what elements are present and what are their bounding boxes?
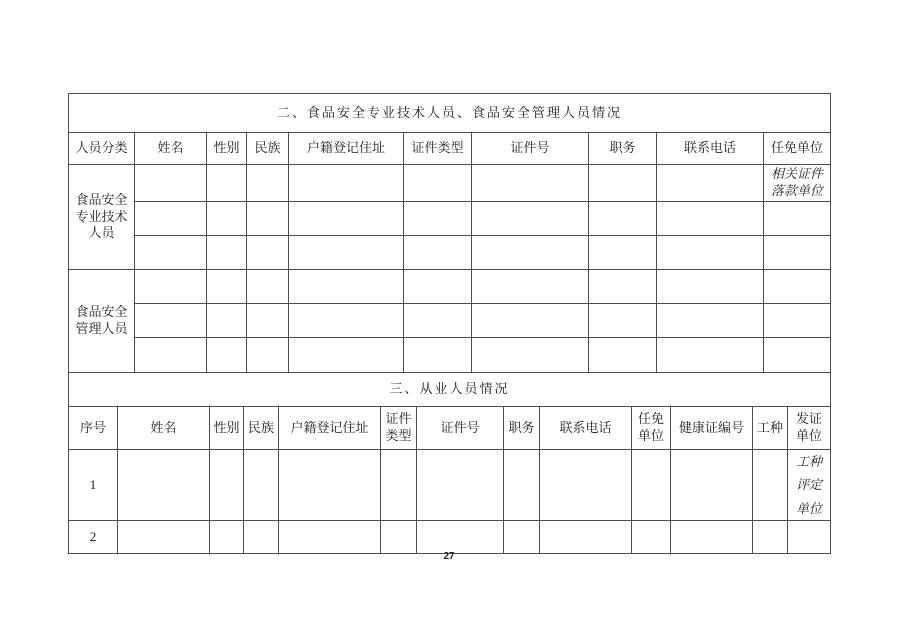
empty-cell [417,521,504,554]
table2-header-name: 姓名 [118,407,210,450]
empty-cell [118,450,210,521]
empty-cell [247,165,289,202]
table2-header-id-type: 证件类型 [381,407,417,450]
empty-cell [135,338,207,373]
empty-cell [289,338,404,373]
empty-cell [589,202,657,236]
empty-cell [247,236,289,270]
table2-header-ethnicity: 民族 [244,407,279,450]
empty-cell [135,270,207,304]
group-label-management: 食品安全管理人员 [69,270,135,373]
empty-cell [247,270,289,304]
empty-cell [404,304,472,338]
empty-cell [472,202,589,236]
empty-cell [381,450,417,521]
empty-cell [207,338,247,373]
empty-cell [753,450,788,521]
table2-header-id-number: 证件号 [417,407,504,450]
empty-cell [764,236,831,270]
table2-header-issuing-unit: 发证单位 [788,407,831,450]
empty-cell [289,202,404,236]
empty-cell [404,165,472,202]
empty-cell [632,450,671,521]
empty-cell [589,304,657,338]
empty-cell [764,338,831,373]
empty-cell [540,450,632,521]
empty-cell [657,338,764,373]
empty-cell [207,270,247,304]
table1-header-appointment-unit: 任免单位 [764,133,831,165]
empty-cell [135,304,207,338]
empty-cell [657,202,764,236]
empty-cell [210,450,244,521]
empty-cell [504,450,540,521]
table2-header-position: 职务 [504,407,540,450]
empty-cell [207,304,247,338]
table1-header-name: 姓名 [135,133,207,165]
table1-header-person-category: 人员分类 [69,133,135,165]
empty-cell [657,304,764,338]
empty-cell [657,236,764,270]
empty-cell [753,521,788,554]
table2-header-serial-number: 序号 [69,407,118,450]
empty-cell [504,521,540,554]
table1-header-gender: 性别 [207,133,247,165]
empty-cell [472,270,589,304]
empty-cell [657,165,764,202]
empty-cell [381,521,417,554]
table2-header-appointment-unit: 任免单位 [632,407,671,450]
note-job-type-assessment-unit: 工种评定单位 [788,450,831,521]
table1-header-id-number: 证件号 [472,133,589,165]
empty-cell [210,521,244,554]
empty-cell [404,236,472,270]
empty-cell [589,165,657,202]
page-number: 27 [443,551,455,562]
empty-cell [764,270,831,304]
table2-header-gender: 性别 [210,407,244,450]
empty-cell [207,202,247,236]
table-employees [68,372,831,554]
empty-cell [404,202,472,236]
empty-cell [207,236,247,270]
empty-cell [247,202,289,236]
empty-cell [279,521,381,554]
table1-header-id-type: 证件类型 [404,133,472,165]
table1-header-ethnicity: 民族 [247,133,289,165]
table2-title: 三、从业人员情况 [69,373,831,407]
empty-cell [671,521,753,554]
group-label-professional-technical: 食品安全专业技术人员 [69,165,135,270]
empty-cell [289,304,404,338]
empty-cell [764,202,831,236]
empty-cell [589,270,657,304]
empty-cell [671,450,753,521]
empty-cell [244,450,279,521]
form-sheet [68,93,830,554]
empty-cell [632,521,671,554]
empty-cell [788,521,831,554]
empty-cell [279,450,381,521]
table2-header-health-cert-number: 健康证编号 [671,407,753,450]
empty-cell [289,236,404,270]
empty-cell [589,236,657,270]
empty-cell [417,450,504,521]
empty-cell [764,304,831,338]
empty-cell [289,270,404,304]
table2-header-phone: 联系电话 [540,407,632,450]
empty-cell [135,202,207,236]
row-serial-number: 1 [69,450,118,521]
table1-header-position: 职务 [589,133,657,165]
empty-cell [472,304,589,338]
empty-cell [540,521,632,554]
empty-cell [472,338,589,373]
table2-header-registered-address: 户籍登记住址 [279,407,381,450]
empty-cell [135,236,207,270]
table1-title: 二、食品安全专业技术人员、食品安全管理人员情况 [69,94,831,133]
table1-header-registered-address: 户籍登记住址 [289,133,404,165]
empty-cell [247,304,289,338]
empty-cell [135,165,207,202]
table1-header-phone: 联系电话 [657,133,764,165]
empty-cell [404,270,472,304]
empty-cell [472,236,589,270]
empty-cell [404,338,472,373]
empty-cell [657,270,764,304]
empty-cell [118,521,210,554]
empty-cell [207,165,247,202]
empty-cell [589,338,657,373]
table2-header-job-type: 工种 [753,407,788,450]
note-certificate-issuing-unit: 相关证件落款单位 [764,165,831,202]
empty-cell [472,165,589,202]
empty-cell [289,165,404,202]
empty-cell [247,338,289,373]
table-food-safety-personnel [68,93,831,373]
row-serial-number: 2 [69,521,118,554]
empty-cell [244,521,279,554]
